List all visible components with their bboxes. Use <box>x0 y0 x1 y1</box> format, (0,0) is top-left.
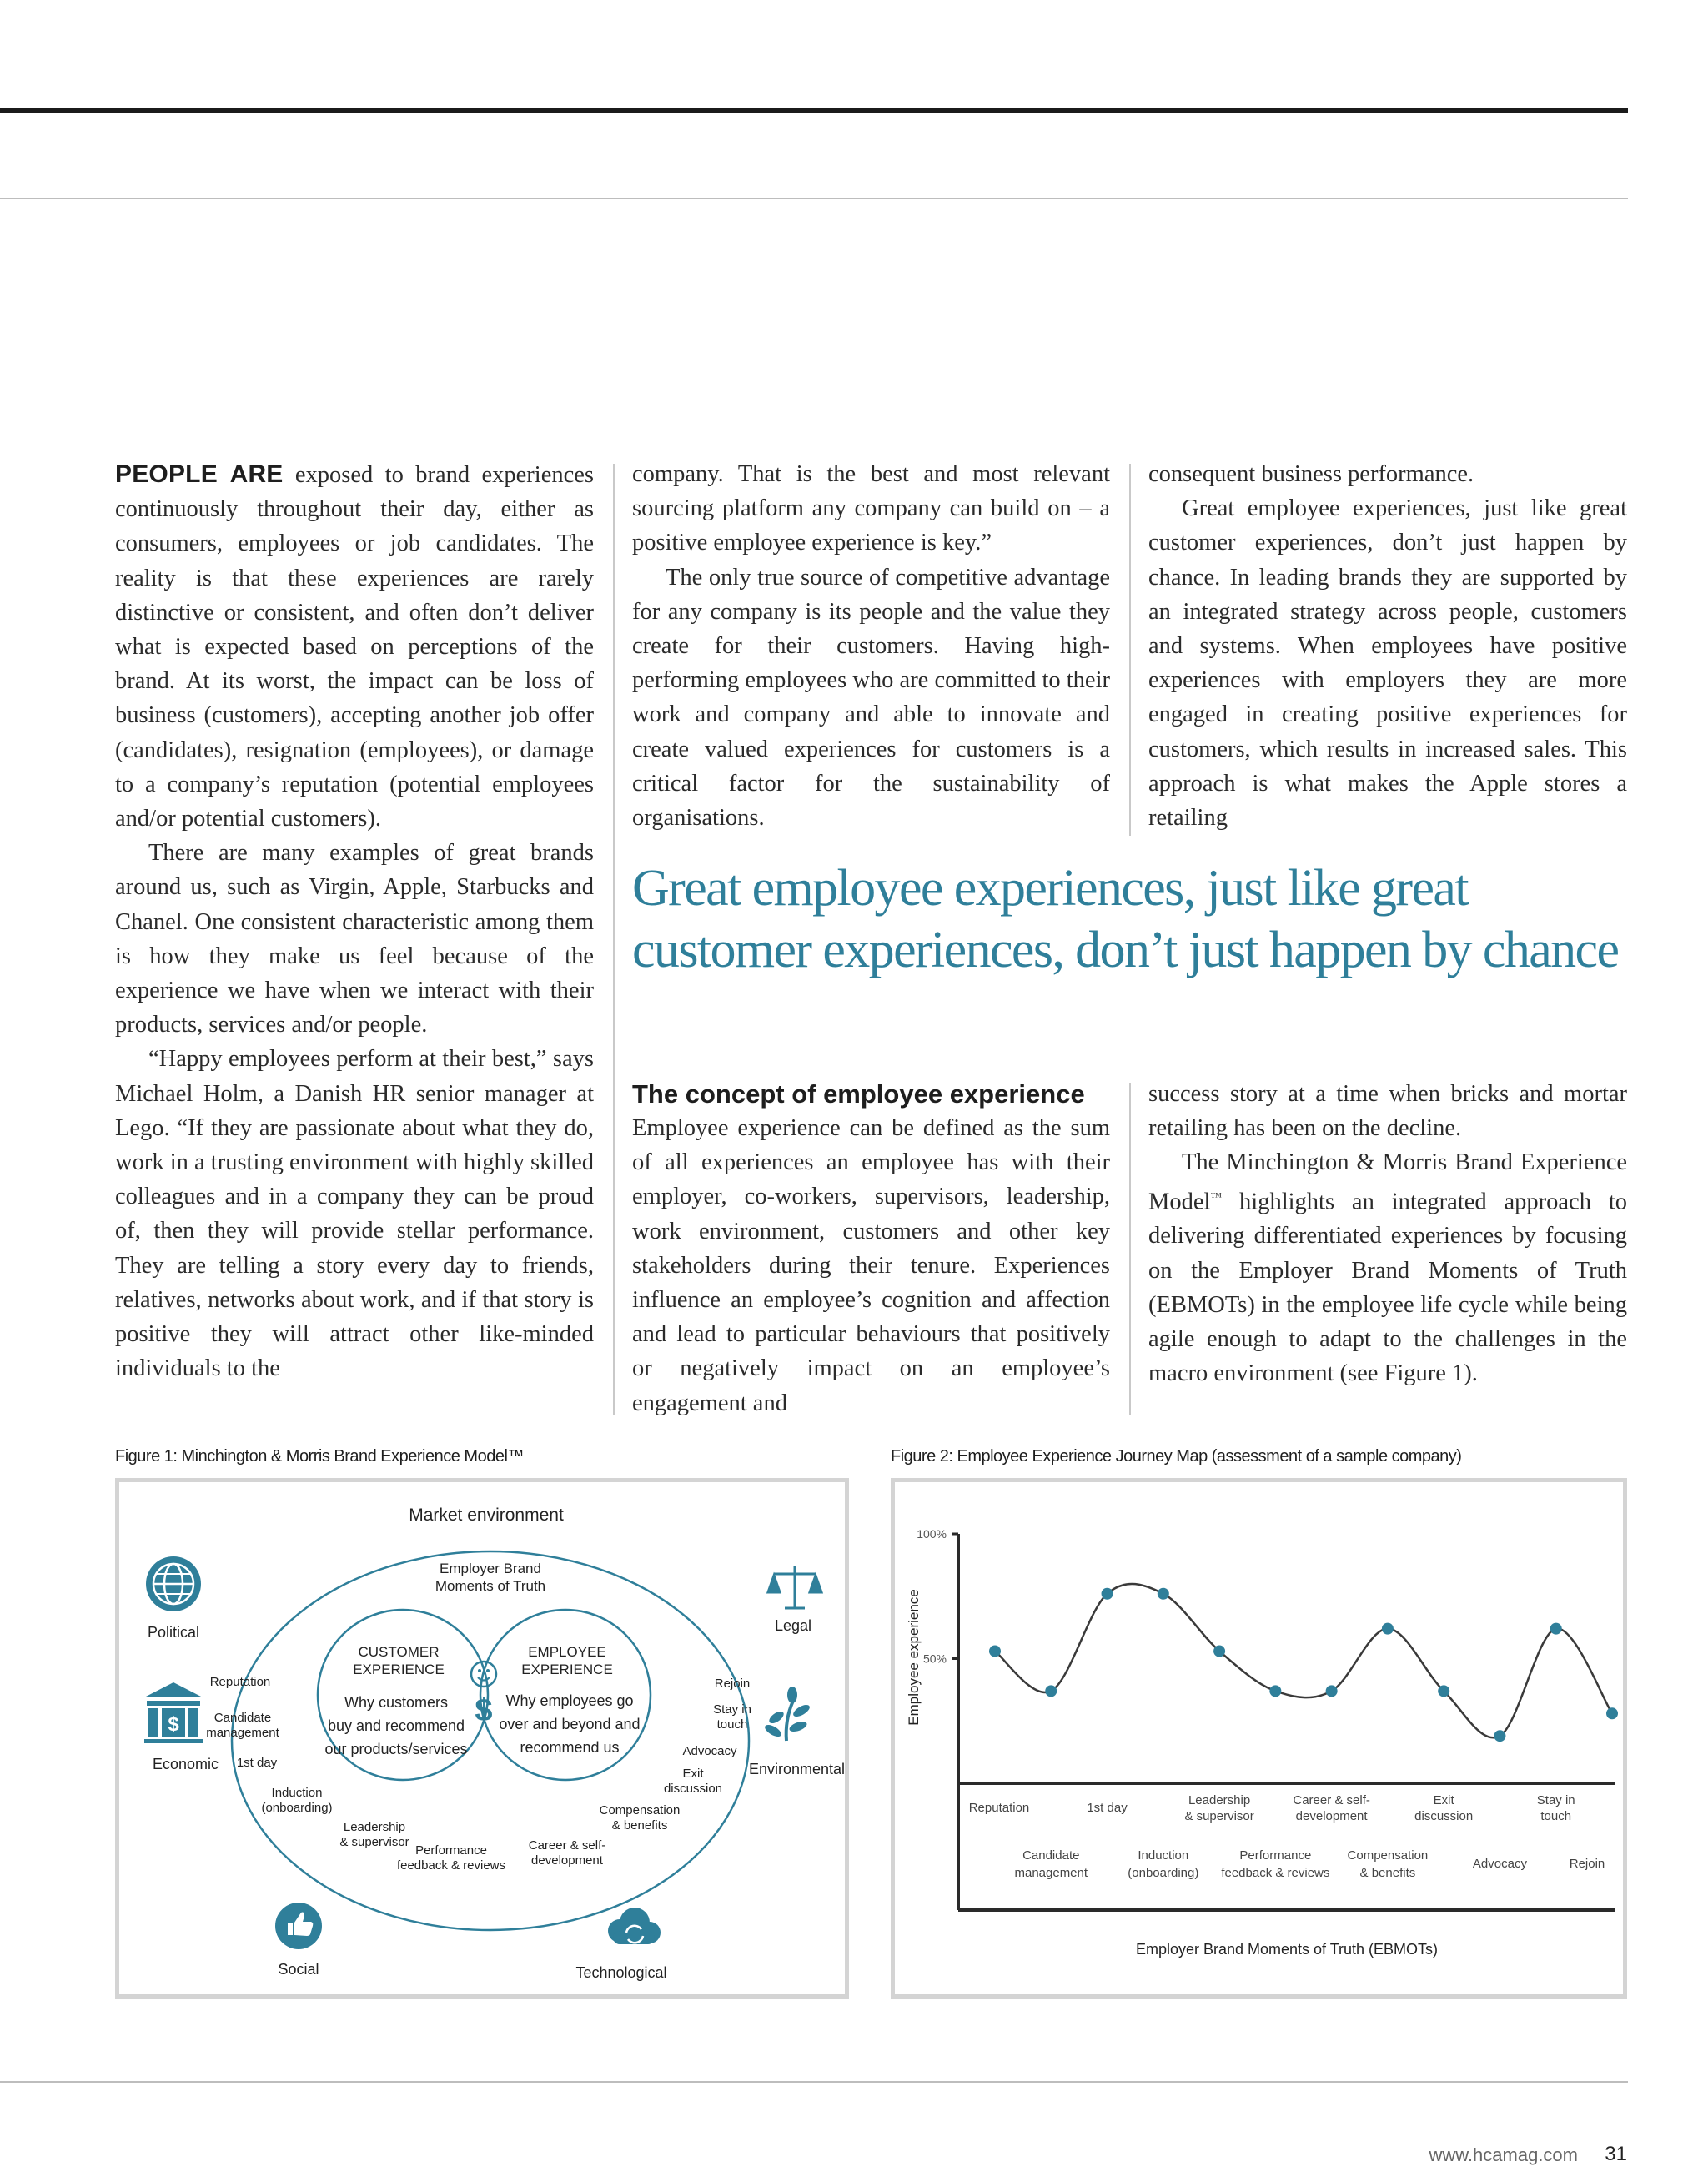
figure-2-journey-map <box>891 1478 1627 1999</box>
svg-text:EXPERIENCE: EXPERIENCE <box>353 1662 445 1677</box>
svg-text:development: development <box>531 1853 603 1868</box>
customer-experience-title: CUSTOMER <box>358 1644 440 1660</box>
column-divider <box>1129 1083 1131 1415</box>
svg-text:feedback & reviews: feedback & reviews <box>396 1858 506 1873</box>
lead-in: PEOPLE ARE <box>115 460 284 488</box>
customer-why-text: Why customers <box>344 1694 449 1711</box>
x-tick-label: Career & self- <box>1293 1793 1370 1807</box>
market-environment-label: Market environment <box>409 1506 564 1525</box>
data-point-12 <box>1606 1707 1618 1719</box>
y-axis-label: Employee experience <box>906 1589 922 1726</box>
svg-text:EXPERIENCE: EXPERIENCE <box>521 1662 613 1677</box>
employer-brand-moments-ellipse <box>232 1551 749 1930</box>
data-point-11 <box>1550 1623 1562 1635</box>
y-tick-label: 100% <box>917 1527 947 1541</box>
paragraph: company. That is the best and most relevant sourcing platform any company can build on – a positive employee experience is key.” <box>632 461 1110 556</box>
x-tick-label: & supervisor <box>1184 1809 1254 1823</box>
x-tick-label: 1st day <box>1087 1801 1128 1815</box>
article-column-3-top <box>1148 457 1627 835</box>
moment-reputation: Reputation <box>209 1675 271 1689</box>
ebmot-label-line2: Moments of Truth <box>435 1578 546 1594</box>
article-column-2-bottom <box>632 1077 1110 1420</box>
x-tick-label: discussion <box>1414 1809 1474 1823</box>
x-tick-label: & benefits <box>1359 1866 1416 1880</box>
moment-leadership: Leadership <box>343 1820 406 1834</box>
bank-icon <box>144 1682 203 1743</box>
moment-advocacy: Advocacy <box>682 1744 737 1758</box>
moment-compensation: Compensation <box>599 1803 681 1818</box>
column-divider <box>613 464 615 1415</box>
paragraph: success story at a time when bricks and mortar retailing has been on the decline. <box>1148 1081 1627 1142</box>
globe-icon <box>146 1556 201 1611</box>
data-point-5 <box>1213 1646 1225 1657</box>
article-column-1 <box>115 457 594 1385</box>
data-point-9 <box>1438 1685 1449 1697</box>
svg-text:& benefits: & benefits <box>611 1818 668 1833</box>
x-tick-label: Advocacy <box>1472 1857 1527 1871</box>
x-tick-label: development <box>1295 1809 1368 1823</box>
header-divider <box>0 198 1628 199</box>
social-label: Social <box>278 1961 319 1978</box>
data-point-6 <box>1269 1685 1281 1697</box>
data-point-3 <box>1102 1588 1113 1600</box>
moment-stay-in-touch: Stay in <box>713 1702 751 1717</box>
x-tick-label: Compensation <box>1347 1848 1429 1863</box>
paragraph: The only true source of competitive advantage for any company is its people and the value they create for their customers. Having high-performing employees who are committed to their work and company and able to innovate and create valued experiences for customers is a critical factor for the sustainability of organisations. <box>632 564 1110 832</box>
svg-text:recommend us: recommend us <box>520 1739 620 1756</box>
x-tick-label: (onboarding) <box>1128 1866 1199 1880</box>
svg-text:$: $ <box>168 1713 179 1736</box>
paragraph: “Happy employees perform at their best,” says Michael Holm, a Danish HR senior manager at Lego. “If they are passionate about what they do, work in a trusting environment with highly skilled colleagues and in a company they can be proud of, then they will provide stellar performance. They are telling a story every day to friends, relatives, networks about work, and if that story is positive they will attract other like-minded individuals to the <box>115 1046 594 1382</box>
svg-text:& supervisor: & supervisor <box>339 1835 409 1849</box>
y-tick-label: 50% <box>922 1652 947 1666</box>
pull-quote: Great employee experiences, just like great customer experiences, don’t just happen by chance <box>632 860 1619 978</box>
employee-experience-title: EMPLOYEE <box>528 1644 606 1660</box>
svg-text:(onboarding): (onboarding) <box>261 1801 333 1815</box>
moment-exit: Exit <box>682 1767 704 1781</box>
moment-rejoin: Rejoin <box>714 1677 751 1691</box>
data-point-8 <box>1382 1623 1394 1635</box>
trademark-symbol: ™ <box>1210 1190 1223 1204</box>
x-tick-label: Rejoin <box>1569 1857 1605 1871</box>
data-point-4 <box>1158 1588 1169 1600</box>
economic-label: Economic <box>153 1756 219 1772</box>
x-tick-label: Leadership <box>1188 1793 1251 1807</box>
x-tick-label: Performance <box>1239 1848 1312 1863</box>
paragraph: consequent business performance. <box>1148 461 1474 487</box>
ebmot-label-line1: Employer Brand <box>440 1561 541 1576</box>
data-point-10 <box>1494 1730 1505 1742</box>
svg-text:our products/services: our products/services <box>324 1741 468 1757</box>
moment-candidate-management: Candidate <box>214 1711 272 1725</box>
journey-map-chart <box>895 1482 1623 1994</box>
moment-first-day: 1st day <box>236 1756 278 1770</box>
x-tick-label: Exit <box>1433 1793 1454 1807</box>
figure-1-brand-experience-model <box>115 1478 849 1999</box>
paragraph: Employee experience can be defined as the sum of all experiences an employee has with their employer, co-workers, supervisors, leadership, work environment, customers and other key stakeholders during their tenure. Experiences influence an employee’s cognition and affection and lead to particular behaviours that positively or negatively impact on an employee’s engagement and <box>632 1115 1110 1416</box>
moment-career: Career & self- <box>528 1838 606 1853</box>
svg-text:over and beyond and: over and beyond and <box>499 1716 640 1732</box>
svg-text:touch: touch <box>716 1717 748 1732</box>
figure-1-caption: Figure 1: Minchington & Morris Brand Experience Model™ <box>115 1447 524 1466</box>
paragraph: PEOPLE ARE exposed to brand experiences continuously throughout their day, either as consumers, employees or job candidates. The reality is that these experiences are rarely distinctive or consistent, and often don’t deliver what is expected based on perceptions of the brand. At its worst, the impact can be loss of business (customers), accepting another job offer (candidates), resignation (employees), or damage to a company’s reputation (potential employees and/or potential customers). <box>115 460 595 832</box>
footer-url: www.hcamag.com <box>1429 2144 1578 2165</box>
moment-performance: Performance <box>415 1843 487 1858</box>
cloud-sync-icon <box>608 1908 661 1944</box>
data-point-1 <box>989 1646 1001 1657</box>
data-point-2 <box>1045 1685 1057 1697</box>
x-axis-label: Employer Brand Moments of Truth (EBMOTs) <box>1135 1941 1439 1958</box>
column-divider <box>1129 464 1131 836</box>
model-diagram <box>119 1482 845 1994</box>
scales-icon <box>768 1566 821 1608</box>
top-rule <box>0 108 1628 113</box>
x-tick-label: Stay in <box>1536 1793 1575 1807</box>
svg-text:buy and recommend: buy and recommend <box>327 1717 465 1734</box>
svg-text:discussion: discussion <box>663 1782 723 1796</box>
page-number: 31 <box>1605 2143 1627 2165</box>
x-tick-label: management <box>1014 1866 1088 1880</box>
paragraph: Great employee experiences, just like great customer experiences, don’t just happen by chance. In leading brands they are supported by an integrated strategy across people, customers and systems. When employees have positive experiences with employers they are more engaged in creating positive experiences for customers, which results in increased sales. This approach is what makes the Apple stores a retailing <box>1148 495 1627 832</box>
legal-label: Legal <box>774 1617 812 1634</box>
plant-icon <box>763 1687 811 1741</box>
x-tick-label: Induction <box>1138 1848 1189 1863</box>
footer-rule <box>0 2081 1628 2083</box>
political-label: Political <box>147 1624 200 1641</box>
dollar-icon: $ <box>475 1693 493 1728</box>
svg-text:management: management <box>206 1726 279 1740</box>
x-tick-label: touch <box>1540 1809 1572 1823</box>
article-column-3-bottom <box>1148 1077 1627 1390</box>
paragraph: There are many examples of great brands around us, such as Virgin, Apple, Starbucks and Chanel. One consistent characteristic among them is how they make us feel because of the experience we have when we interact with their products, services and/or people. <box>115 840 594 1038</box>
figure-2-caption: Figure 2: Employee Experience Journey Map (assessment of a sample company) <box>891 1447 1462 1466</box>
paragraph: The Minchington & Morris Brand Experience Model™ highlights an integrated approach to delivering differentiated experiences by focusing on the Employer Brand Moments of Truth (EBMOTs) in the employee life cycle while being agile enough to adapt to the challenges in the macro environment (see Figure 1). <box>1148 1149 1627 1387</box>
data-point-7 <box>1326 1685 1338 1697</box>
environmental-label: Environmental <box>749 1761 845 1777</box>
x-tick-label: Candidate <box>1022 1848 1080 1863</box>
article-column-2-top <box>632 457 1110 835</box>
x-tick-label: feedback & reviews <box>1221 1866 1330 1880</box>
technological-label: Technological <box>575 1964 667 1981</box>
x-tick-label: Reputation <box>968 1801 1030 1815</box>
section-subhead: The concept of employee experience <box>632 1079 1085 1109</box>
employee-why-text: Why employees go <box>505 1692 634 1709</box>
moment-induction: Induction <box>271 1786 323 1800</box>
thumbs-up-icon <box>275 1903 322 1949</box>
series-line <box>995 1584 1612 1737</box>
